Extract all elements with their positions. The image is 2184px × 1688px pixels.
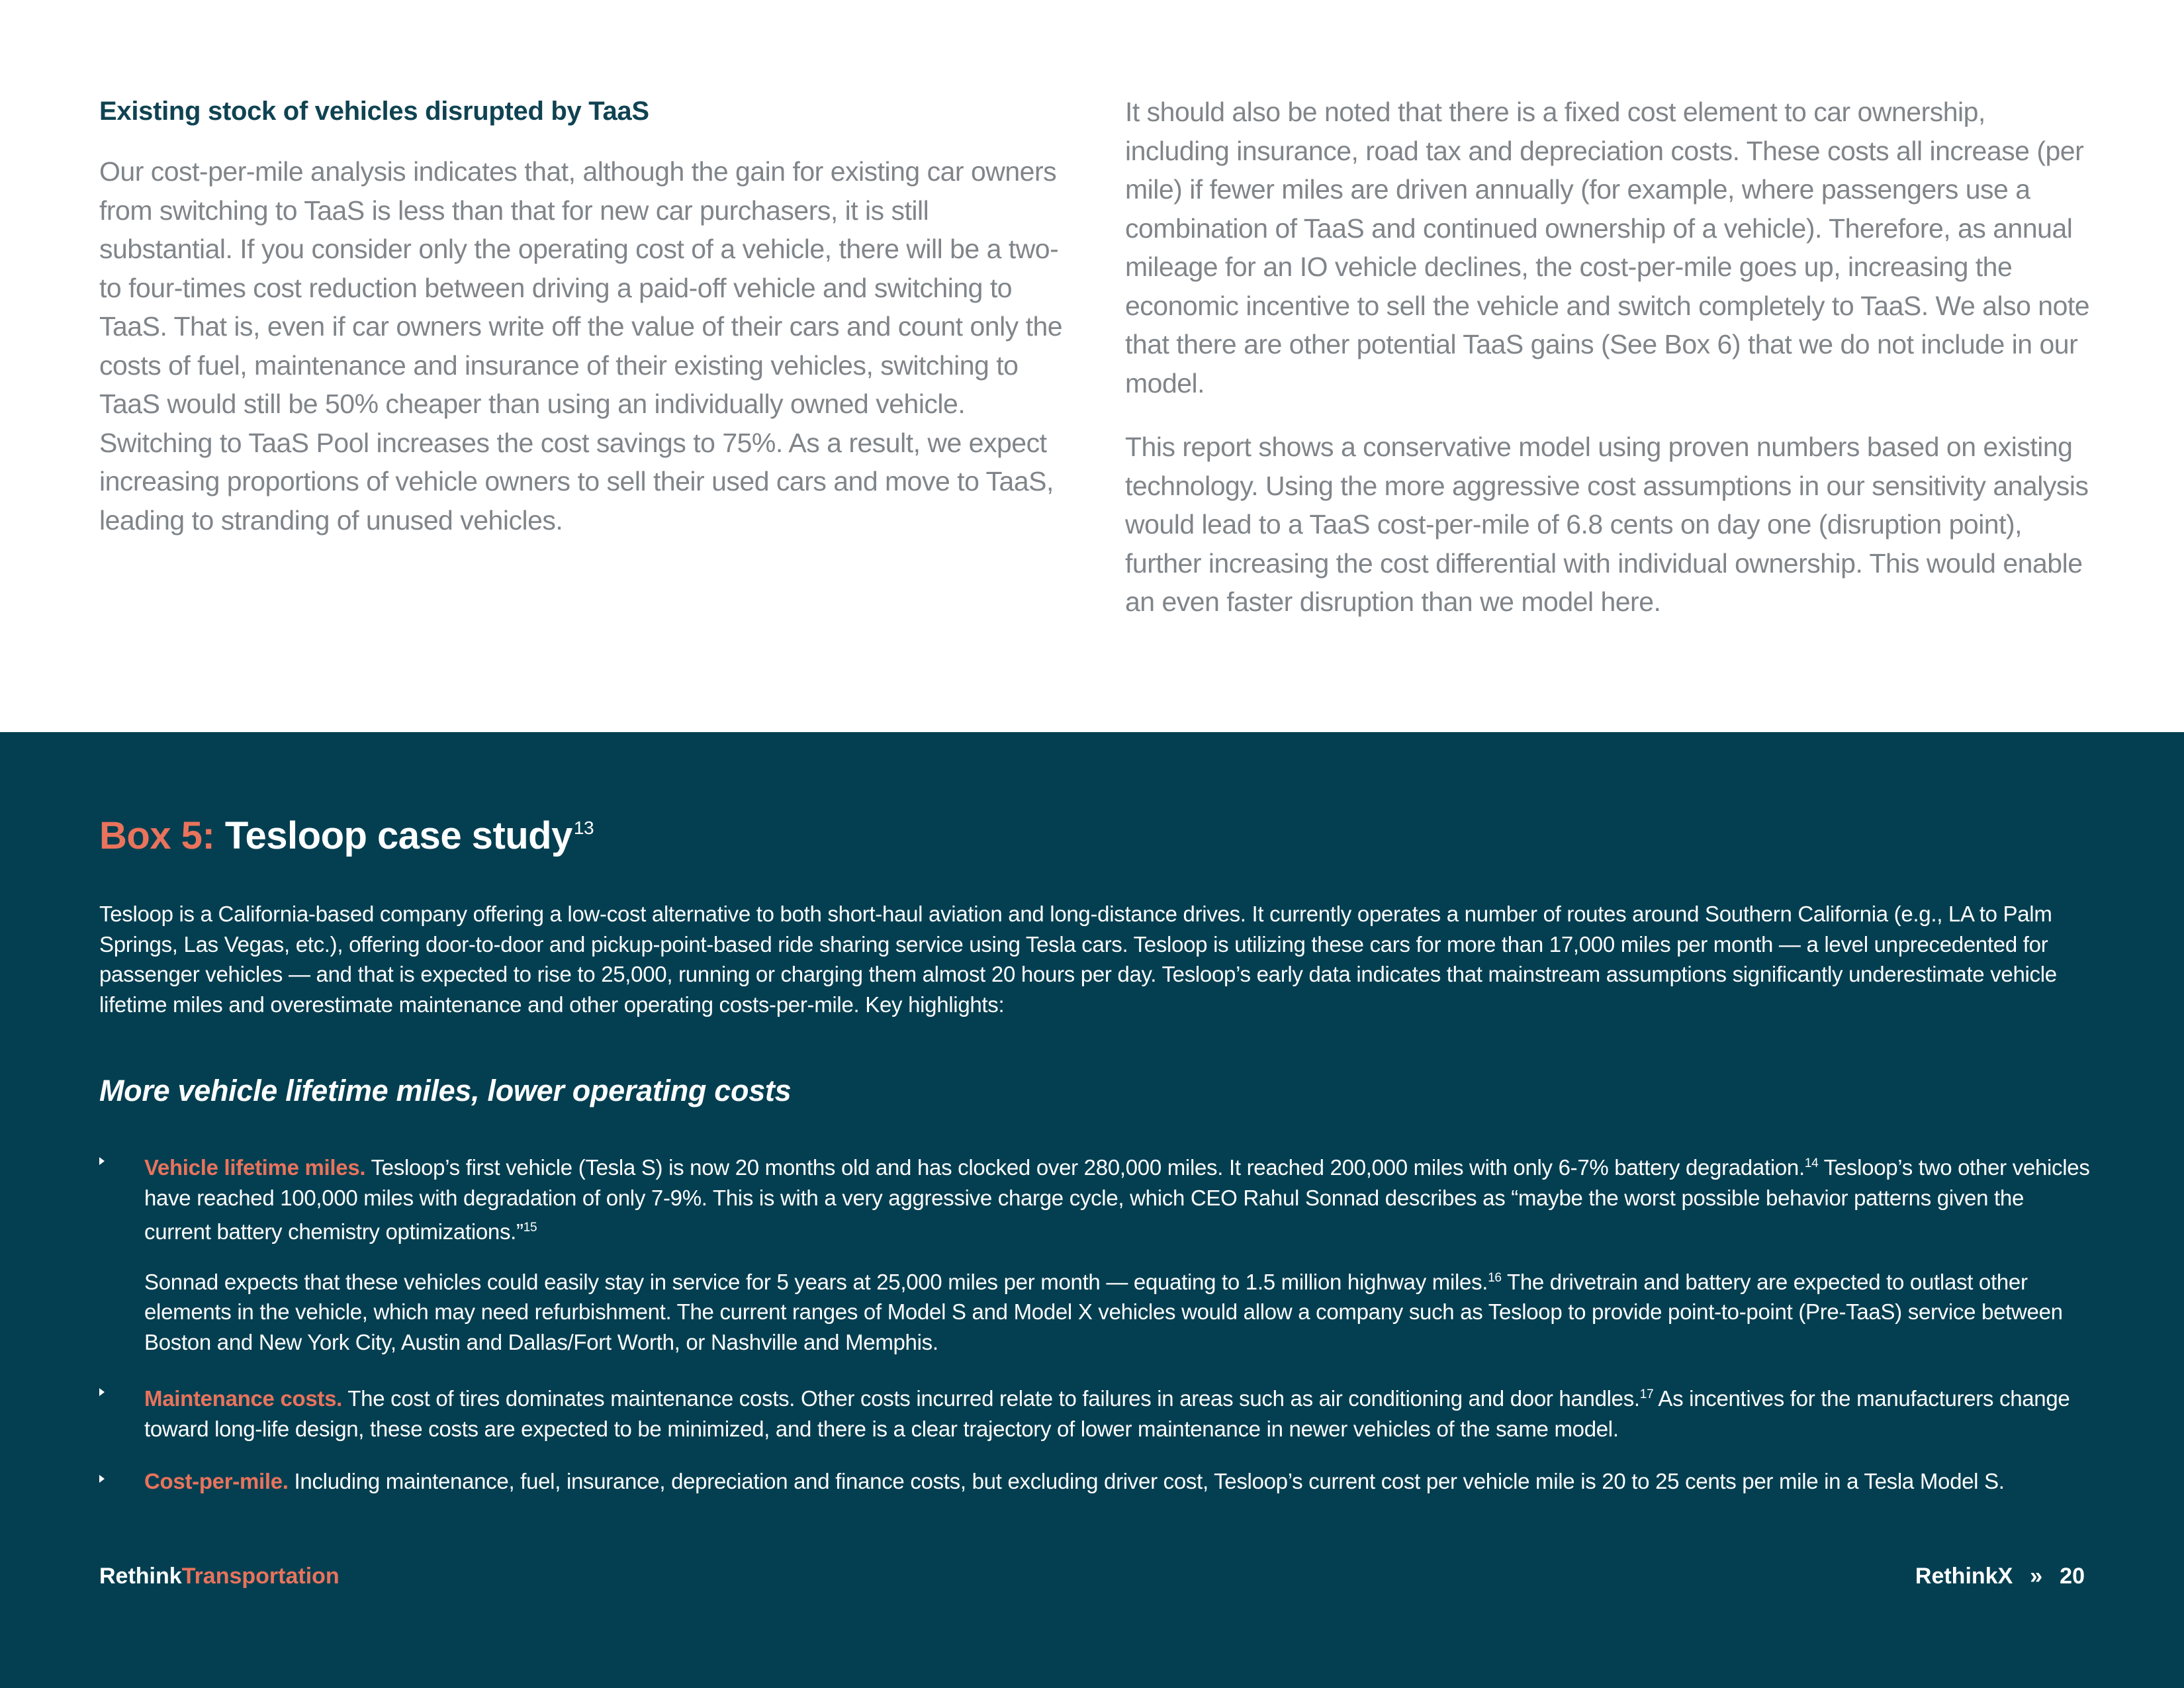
footnote-ref: 16 [1488, 1270, 1502, 1285]
footer-separator: » [2030, 1564, 2043, 1589]
footnote-ref: 15 [523, 1221, 537, 1235]
bullet-paragraph [144, 1380, 2091, 1444]
right-column [1125, 93, 2091, 647]
brand-part-accent: Transportation [181, 1564, 340, 1589]
page-number: 20 [2060, 1564, 2085, 1589]
bullet-text: Tesloop’s two other vehicles have reached 100,000 miles with degradation of only 7-9%. This is with a very aggressive charge cycle, which CEO Rahul Sonnad describes as “maybe the worst possible behavior patterns given the current battery chemistry optimizations.” [144, 1155, 2090, 1244]
bullet-text: The drivetrain and battery are expected to outlast other elements in the vehicle, which may need refurbishment. The current ranges of Model S and Model X vehicles would allow a company such as Tesloop to provide point-to-point (Pre-TaaS) service between Boston and New York City, Austin and Dallas/Fort Worth, or Nashville and Memphis. [144, 1269, 2063, 1354]
box-title [99, 813, 594, 859]
bullet-lead: Cost-per-mile. [144, 1469, 289, 1493]
bullet-paragraph [144, 1149, 2091, 1247]
list-item [99, 1380, 2091, 1444]
bullet-paragraph [144, 1263, 2091, 1358]
publisher: RethinkX [1915, 1564, 2013, 1589]
list-item [99, 1149, 2091, 1357]
right-paragraph-2: This report shows a conservative model using proven numbers based on existing technology. Using the more aggressive cost assumptions in our sensitivity analysis would lead to a TaaS cost-per-mile of 6.8 cents on day one (disruption point), further increasing the cost differential with individual ownership. This would enable an even faster disruption than we model here. [1125, 432, 2089, 617]
bullet-lead: Maintenance costs. [144, 1386, 343, 1411]
triangle-bullet-icon [99, 1475, 105, 1483]
right-paragraph-1: It should also be noted that there is a fixed cost element to car ownership, including insurance, road tax and depreciation costs. These costs all increase (per mile) if fewer miles are driven annually (for example, where passengers use a combination of TaaS and continued ownership of a vehicle). Therefore, as annual mileage for an IO vehicle declines, the cost-per-mile goes up, increasing the economic incentive to sell the vehicle and switch completely to TaaS. We also note that there are other potential TaaS gains (See Box 6) that we do not include in our model. [1125, 97, 2090, 399]
section-heading: Existing stock of vehicles disrupted by TaaS [99, 97, 649, 126]
footer-brand [99, 1564, 340, 1589]
triangle-bullet-icon [99, 1388, 105, 1396]
box-number: Box 5: [99, 814, 215, 857]
footnote-ref: 13 [573, 818, 594, 838]
bullet-text: Sonnad expects that these vehicles could easily stay in service for 5 years at 25,000 miles per month — equating to 1.5 million highway miles. [144, 1269, 1488, 1294]
footnote-ref: 17 [1639, 1387, 1654, 1401]
bullet-paragraph [144, 1466, 2091, 1497]
triangle-bullet-icon [99, 1157, 105, 1165]
box-intro: Tesloop is a California-based company offering a low-cost alternative to both short-haul aviation and long-distance drives. It currently operates a number of routes around Southern California (e.g., LA to Palm Springs, Las Vegas, etc.), offering door-to-door and pickup-point-based ride sharing service using Tesla cars. Tesloop is utilizing these cars for more than 17,000 miles per month — a level unprecedented for passenger vehicles — and that is expected to rise to 25,000, running or charging them almost 20 hours per day. Tesloop’s early data indicates that mainstream assumptions significantly underestimate vehicle lifetime miles and overestimate maintenance and other operating costs-per-mile. Key highlights: [99, 902, 2057, 1017]
left-paragraph: Our cost-per-mile analysis indicates that, although the gain for existing car owners from switching to TaaS is less than that for new car purchasers, it is still substantial. If you consider only the operating cost of a vehicle, there will be a two- to four-times cost reduction between driving a paid-off vehicle and switching to TaaS. That is, even if car owners write off the value of their cars and count only the costs of fuel, maintenance and insurance of their existing vehicles, switching to TaaS would still be 50% cheaper than using an individually owned vehicle. Switching to TaaS Pool increases the cost savings to 75%. As a result, we expect increasing proportions of vehicle owners to sell their used cars and move to TaaS, leading to stranding of unused vehicles. [99, 156, 1063, 536]
bullet-text: As incentives for the manufacturers change toward long-life design, these costs are expected to be minimized, and there is a clear trajectory of lower maintenance in newer vehicles of the same model. [144, 1386, 2070, 1441]
bullet-lead: Vehicle lifetime miles. [144, 1155, 366, 1180]
list-item [99, 1466, 2091, 1497]
brand-part: Rethink [99, 1564, 182, 1589]
box-subheading: More vehicle lifetime miles, lower operating costs [99, 1074, 792, 1107]
footer-page-info [1915, 1564, 2085, 1589]
bullet-text: Tesloop’s first vehicle (Tesla S) is now 20 months old and has clocked over 280,000 miles. It reached 200,000 miles with only 6-7% battery degradation. [365, 1155, 1805, 1180]
top-section [0, 0, 2184, 732]
highlights-list [99, 1149, 2091, 1519]
box-name: Tesloop case study [224, 814, 572, 857]
bullet-text: The cost of tires dominates maintenance costs. Other costs incurred relate to failures in areas such as air conditioning and door handles. [342, 1386, 1640, 1411]
footnote-ref: 14 [1804, 1156, 1819, 1170]
left-column [99, 93, 1066, 565]
bullet-text: Including maintenance, fuel, insurance, depreciation and finance costs, but excluding driver cost, Tesloop’s current cost per vehicle mile is 20 to 25 cents per mile in a Tesla Model S. [288, 1469, 2005, 1493]
